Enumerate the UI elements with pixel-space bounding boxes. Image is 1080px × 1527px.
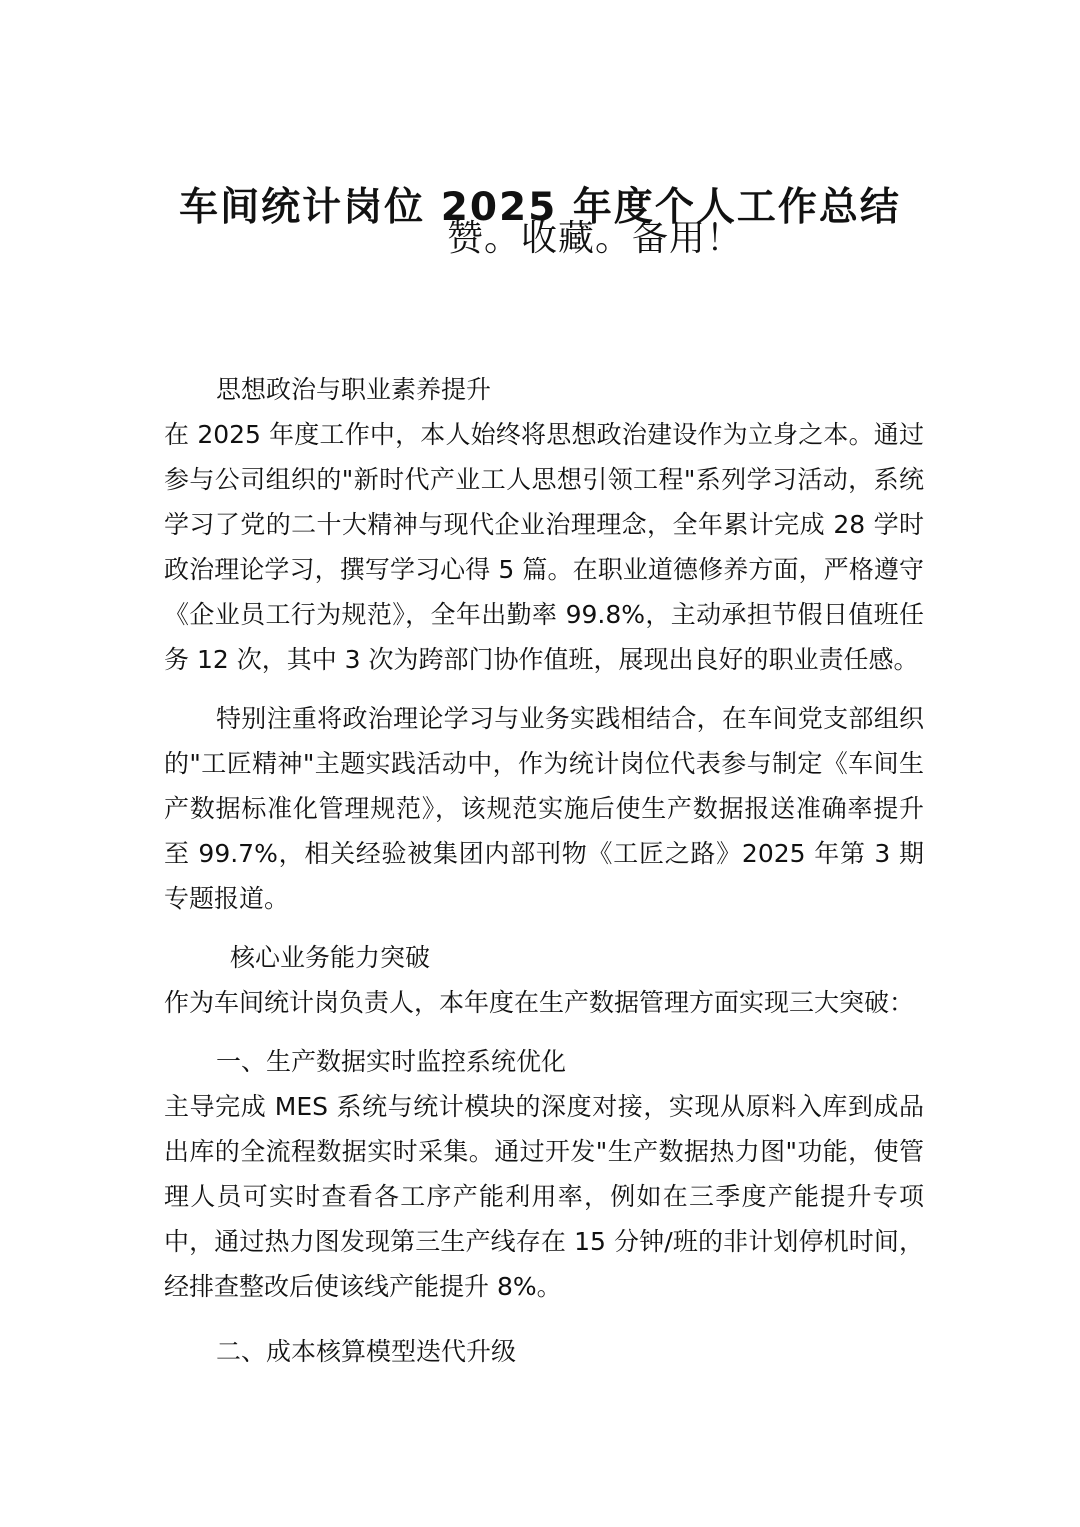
document-body [164, 367, 924, 1374]
section-heading-ideology: 思想政治与职业素养提升 [216, 375, 492, 404]
paragraph-ideology-1: 在 2025 年度工作中，本人始终将思想政治建设作为立身之本。通过参与公司组织的"新时代产业工人思想引领工程"系列学习活动，系统学习了党的二十大精神与现代企业治理理念，全年累计完成 28 学时政治理论学习，撰写学习心得 5 篇。在职业道德修养方面，严格遵守《企业员工行为规范》，全年出勤率 99.8%，主动承担节假日值班任务 12 次，其中 3 次为跨部门协作值班，展现出良好的职业责任感。 [164, 420, 924, 674]
subheading-cost-model: 二、成本核算模型迭代升级 [216, 1337, 517, 1366]
paragraph-ideology-2: 特别注重将政治理论学习与业务实践相结合，在车间党支部组织的"工匠精神"主题实践活动中，作为统计岗位代表参与制定《车间生产数据标准化管理规范》，该规范实施后使生产数据报送准确率提升至 99.7%，相关经验被集团内部刊物《工匠之路》2025 年第 3 期专题报道。 [164, 704, 924, 913]
paragraph-core-business-intro: 作为车间统计岗负责人，本年度在生产数据管理方面实现三大突破： [164, 988, 915, 1017]
document-subtitle [0, 217, 1080, 261]
document-title: 车间统计岗位 2025 年度个人工作总结 [179, 185, 901, 230]
subheading-realtime-monitoring: 一、生产数据实时监控系统优化 [216, 1047, 567, 1076]
paragraph-realtime-monitoring: 主导完成 MES 系统与统计模块的深度对接，实现从原料入库到成品出库的全流程数据实时采集。通过开发"生产数据热力图"功能，使管理人员可实时查看各工序产能利用率，例如在三季度产能提升专项中，通过热力图发现第三生产线存在 15 分钟/班的非计划停机时间，经排查整改后使该线产能提升 8%。 [164, 1092, 924, 1301]
section-heading-core-business: 核心业务能力突破 [230, 943, 431, 972]
document-subtitle-text: 赞。收藏。备用！ [446, 218, 743, 259]
